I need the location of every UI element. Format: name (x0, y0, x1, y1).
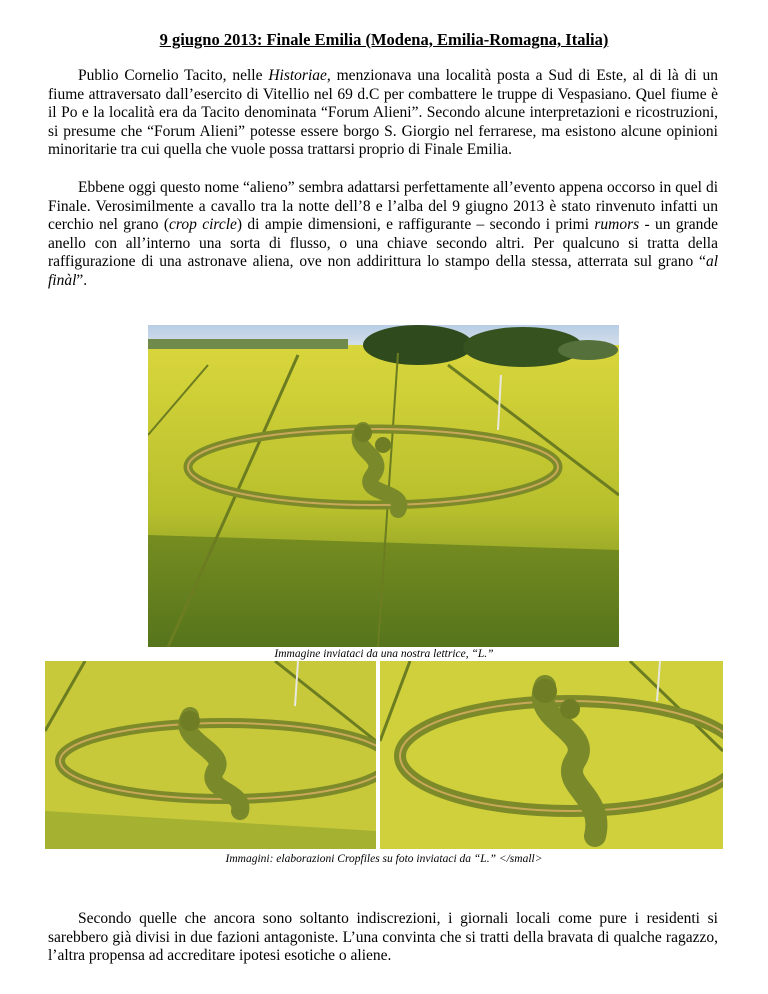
paragraph-2: Ebbene oggi questo nome “alieno” sembra adattarsi perfettamente all’evento appena occorso in quel di Finale. Verosimilmente a cavallo tra la notte dell’8 e l’alba del 9 giugno 2013 è stato rinvenuto infatti un cerchio nel grano (crop circle) di ampie dimensioni, e raffigurante – secondo i primi rumors - un grande anello con all’interno una sorta di flusso, o una chiave secondo altri. Per qualcuno si tratta della raffigurazione di una astronave aliena, ove non addirittura lo stampo della stessa, atterrata sul grano “al finàl”. (48, 179, 719, 289)
paragraph-3: Secondo quelle che ancora sono soltanto indiscrezioni, i giornali locali come pure i residenti si sarebbero già divisi in due fazioni antagoniste. L’una convinta che si tratti della bravata di qualche ragazzo, l’altra propensa ad accreditare ipotesi esotiche o aliene. (48, 910, 718, 965)
caption-main-photo: Immagine inviataci da una nostra lettrice, “L.” (274, 648, 494, 660)
crop-circle-main-photo (148, 325, 619, 647)
page-title: 9 giugno 2013: Finale Emilia (Modena, Emilia-Romagna, Italia) (159, 30, 609, 49)
caption-detail-photos: Immagini: elaborazioni Cropfiles su foto inviataci da “L.” </small> (225, 853, 543, 865)
paragraph-1: Publio Cornelio Tacito, nelle Historiae, menzionava una località posta a Sud di Este, al di là di un fiume attraversato dall’esercito di Vitellio nel 69 d.C per combattere le truppe di Vespasiano. Quel fiume è il Po e la località era da Tacito denominata “Forum Alieni”. Secondo alcune interpretazioni e ricostruzioni, si presume che “Forum Alieni” potesse essere borgo S. Giorgio nel ferrarese, ma esistono alcune opinioni minoritarie tra cui quella che vuole possa trattarsi proprio di Finale Emilia. (48, 67, 718, 159)
crop-circle-detail-photo-left (45, 661, 376, 849)
crop-circle-detail-photo-right (380, 661, 723, 849)
